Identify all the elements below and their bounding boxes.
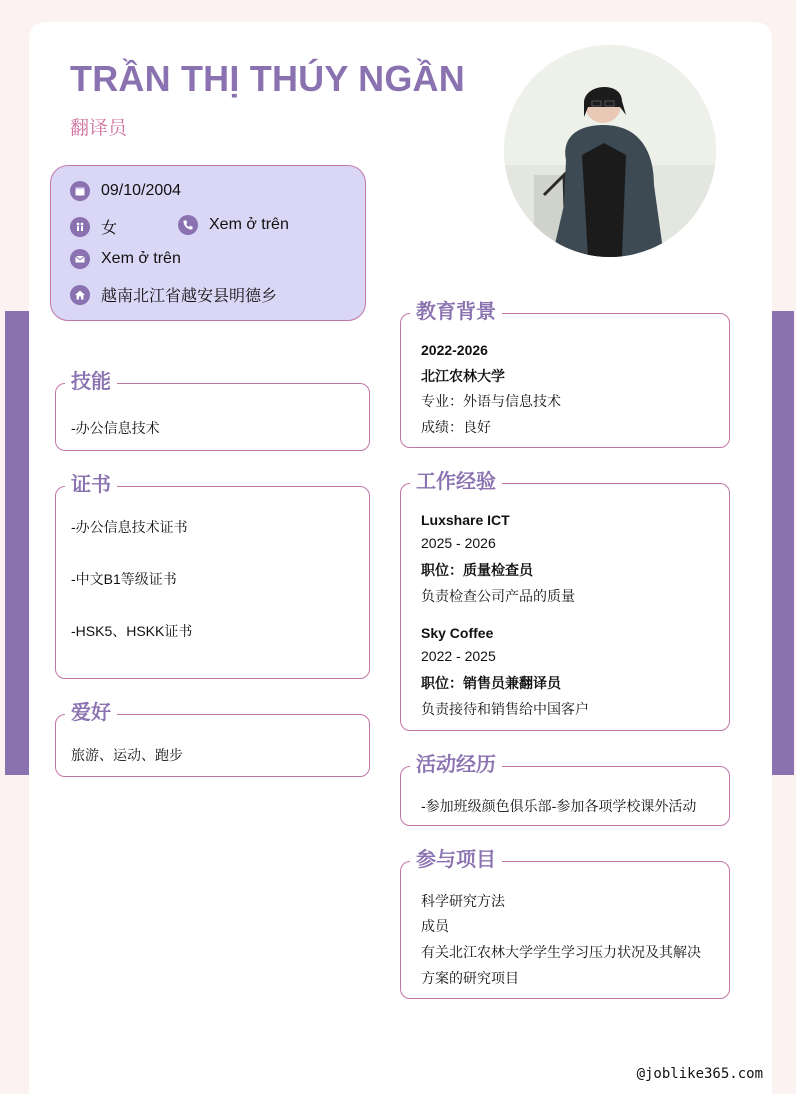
certificate-item: -中文B1等级证书	[71, 571, 177, 587]
certificates-section	[55, 474, 370, 679]
experience-title: 工作经验	[410, 469, 502, 495]
job-period: 2022 - 2025	[421, 648, 496, 664]
job-company: Luxshare ICT	[421, 512, 510, 528]
calendar-icon	[70, 181, 90, 201]
phone-icon	[178, 215, 198, 235]
email-row	[70, 249, 181, 269]
skills-section	[55, 371, 370, 451]
candidate-name: TRẦN THỊ THÚY NGẦN	[70, 58, 465, 99]
right-side-band	[770, 311, 794, 775]
phone-value: Xem ở trên	[209, 216, 289, 233]
gender-icon	[70, 217, 90, 237]
home-icon	[70, 285, 90, 305]
project-role: 成员	[421, 918, 449, 934]
address-row	[70, 283, 277, 306]
phone-row	[178, 215, 289, 235]
project-name: 科学研究方法	[421, 893, 505, 909]
job-title: 翻译员	[70, 118, 128, 139]
education-title: 教育背景	[410, 299, 502, 325]
job-position: 职位：销售员兼翻译员	[421, 675, 561, 691]
education-section	[400, 301, 730, 448]
job-period: 2025 - 2026	[421, 535, 496, 551]
skill-item: -办公信息技术	[71, 420, 160, 436]
job-company: Sky Coffee	[421, 625, 494, 641]
certificate-item: -办公信息技术证书	[71, 519, 188, 535]
envelope-icon	[70, 249, 90, 269]
hobbies-text: 旅游、运动、跑步	[71, 747, 183, 763]
job-position: 职位：质量检查员	[421, 562, 533, 578]
email-value: Xem ở trên	[101, 250, 181, 267]
dob-row	[70, 181, 181, 201]
education-period: 2022-2026	[421, 342, 488, 358]
experience-section	[400, 471, 730, 731]
activities-section	[400, 754, 730, 826]
gender-row	[70, 215, 117, 238]
projects-title: 参与项目	[410, 847, 502, 873]
education-school: 北江农林大学	[421, 368, 505, 384]
left-side-band	[5, 311, 29, 775]
address-value: 越南北江省越安县明德乡	[101, 288, 278, 305]
project-description: 方案的研究项目	[421, 970, 519, 986]
project-description: 有关北江农林大学学生学习压力状况及其解决	[421, 944, 701, 960]
job-description: 负责接待和销售给中国客户	[421, 701, 589, 717]
dob-value: 09/10/2004	[101, 182, 182, 199]
footer-watermark: @joblike365.com	[636, 1066, 763, 1082]
hobbies-title: 爱好	[65, 700, 117, 726]
activities-text: -参加班级颜色俱乐部-参加各项学校课外活动	[421, 798, 697, 814]
profile-photo	[504, 45, 716, 257]
activities-title: 活动经历	[410, 752, 502, 778]
job-description: 负责检查公司产品的质量	[421, 588, 575, 604]
gender-value: 女	[101, 220, 118, 237]
hobbies-section	[55, 702, 370, 777]
skills-title: 技能	[65, 369, 117, 395]
education-grade: 成绩：良好	[421, 419, 491, 435]
projects-section	[400, 849, 730, 999]
education-major: 专业：外语与信息技术	[421, 393, 561, 409]
certificate-item: -HSK5、HSKK证书	[71, 623, 193, 639]
certificates-title: 证书	[65, 472, 117, 498]
